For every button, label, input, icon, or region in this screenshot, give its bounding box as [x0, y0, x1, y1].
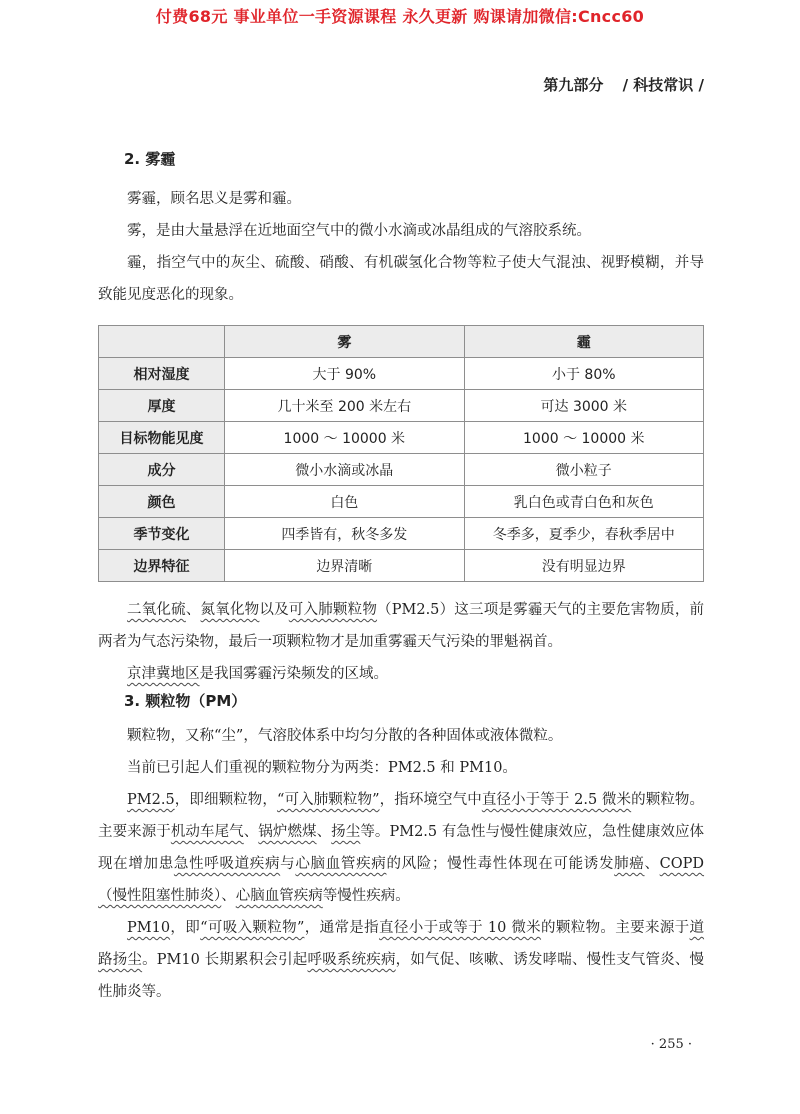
- fog-haze-comparison-table: [98, 325, 704, 582]
- table-row: [99, 550, 704, 582]
- pollutants-paragraph: 二氧化硫、氮氧化物以及可入肺颗粒物（PM2.5）这三项是雾霾天气的主要危害物质，前两者为气态污染物，最后一项颗粒物才是加重雾霾天气污染的罪魁祸首。: [98, 602, 705, 650]
- table-row: [99, 422, 704, 454]
- fog-value: 边界清晰: [225, 550, 464, 582]
- row-label: 相对湿度: [99, 358, 225, 390]
- row-label: 边界特征: [99, 550, 225, 582]
- row-label: 目标物能见度: [99, 422, 225, 454]
- haze-value: 微小粒子: [464, 454, 703, 486]
- haze-value: 可达 3000 米: [464, 390, 703, 422]
- pm-heading: 3. 颗粒物（PM）: [124, 692, 247, 710]
- running-header: [543, 74, 704, 95]
- table-row: [99, 454, 704, 486]
- pm25-paragraph: PM2.5，即细颗粒物，“可入肺颗粒物”，指环境空气中直径小于等于 2.5 微米的颗粒物。主要来源于机动车尾气、锅炉燃煤、扬尘等。PM2.5 有急性与慢性健康效应，急性健康效应体现在增加患急性呼吸道疾病与心脑血管疾病的风险；慢性毒性体现在可能诱发肺癌、COPD（慢性阻塞性肺炎）、心脑血管疾病等慢性疾病。: [98, 792, 705, 904]
- row-label: 成分: [99, 454, 225, 486]
- section-label: 第九部分: [543, 76, 604, 94]
- table-row: [99, 390, 704, 422]
- haze-value: 没有明显边界: [464, 550, 703, 582]
- smog-intro: 雾霾，顾名思义是雾和霾。: [127, 191, 301, 207]
- page-content: [98, 148, 704, 1008]
- table-header-row: [99, 326, 704, 358]
- haze-value: 冬季多，夏季少，春秋季居中: [464, 518, 703, 550]
- region-paragraph: 京津冀地区是我国雾霾污染频发的区域。: [127, 666, 388, 682]
- table-row: [99, 358, 704, 390]
- promo-banner: 付费68元 事业单位一手资源课程 永久更新 购课请加微信:Cncc60: [155, 7, 645, 26]
- col-header-fog: 雾: [225, 326, 464, 358]
- fog-value: 四季皆有，秋冬多发: [225, 518, 464, 550]
- table-corner: [99, 326, 225, 358]
- fog-value: 白色: [225, 486, 464, 518]
- smog-heading: 2. 雾霾: [124, 150, 176, 168]
- page-number: · 255 ·: [650, 1037, 692, 1052]
- fog-value: 1000 ～ 10000 米: [225, 422, 464, 454]
- row-label: 季节变化: [99, 518, 225, 550]
- row-label: 厚度: [99, 390, 225, 422]
- haze-value: 小于 80%: [464, 358, 703, 390]
- pm10-paragraph: PM10，即“可吸入颗粒物”，通常是指直径小于或等于 10 微米的颗粒物。主要来源于道路扬尘。PM10 长期累积会引起呼吸系统疾病，如气促、咳嗽、诱发哮喘、慢性支气管炎、慢性肺炎等。: [98, 920, 705, 1000]
- haze-value: 1000 ～ 10000 米: [464, 422, 703, 454]
- fog-value: 微小水滴或冰晶: [225, 454, 464, 486]
- haze-definition: 霾，指空气中的灰尘、硫酸、硝酸、有机碳氢化合物等粒子使大气混浊、视野模糊，并导致能见度恶化的现象。: [98, 255, 704, 303]
- fog-definition: 雾，是由大量悬浮在近地面空气中的微小水滴或冰晶组成的气溶胶系统。: [127, 223, 591, 239]
- pm-definition: 颗粒物，又称“尘”，气溶胶体系中均匀分散的各种固体或液体微粒。: [127, 728, 563, 744]
- haze-value: 乳白色或青白色和灰色: [464, 486, 703, 518]
- row-label: 颜色: [99, 486, 225, 518]
- fog-value: 大于 90%: [225, 358, 464, 390]
- pm-types: 当前已引起人们重视的颗粒物分为两类：PM2.5 和 PM10。: [127, 760, 517, 776]
- table-row: [99, 518, 704, 550]
- fog-value: 几十米至 200 米左右: [225, 390, 464, 422]
- topic-label: / 科技常识 /: [622, 76, 704, 94]
- table-row: [99, 486, 704, 518]
- col-header-haze: 霾: [464, 326, 703, 358]
